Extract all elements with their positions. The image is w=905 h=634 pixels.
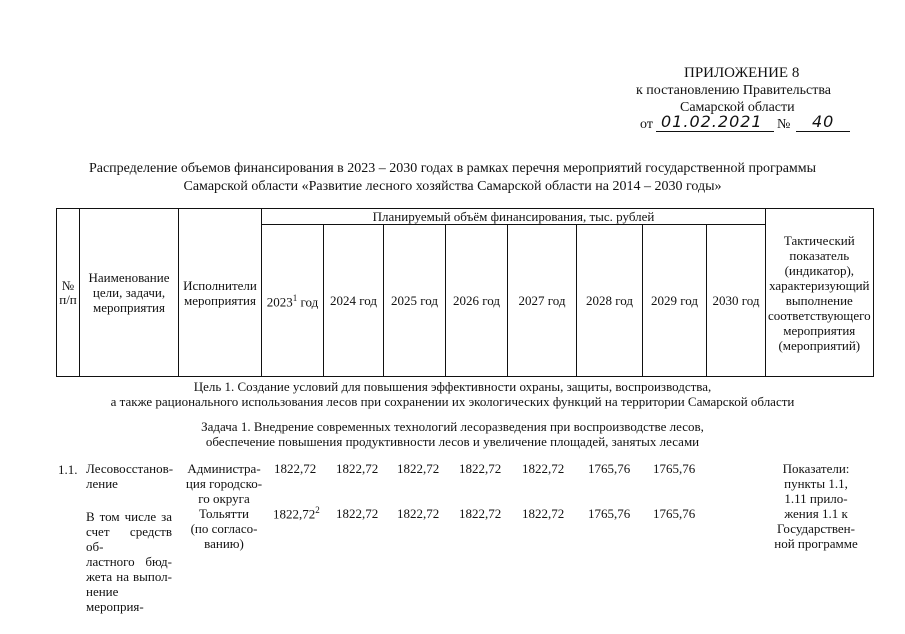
- value-2029: 1765,76: [653, 461, 696, 476]
- col-executors-header: Исполнители мероприятия: [179, 209, 262, 377]
- row-executors: Администра- ция городско- го округа Тольятти (по согласо- ванию): [185, 461, 263, 551]
- subvalue-2025: 1822,72: [397, 506, 440, 521]
- date-underline: [656, 131, 774, 132]
- appendix-date-value: 01.02.2021: [661, 112, 763, 131]
- row-indicator: Показатели: пункты 1.1, 1.11 прило- жения 1.1 к Государствен- ной программе: [774, 461, 858, 551]
- subvalue-2026: 1822,72: [459, 506, 502, 521]
- subvalue-2027: 1822,72: [522, 506, 565, 521]
- financing-table-header: [56, 208, 874, 377]
- appendix-line1: к постановлению Правительства: [636, 83, 832, 98]
- subvalue-2024: 1822,72: [336, 506, 379, 521]
- col-2030-header: 2030 год: [707, 225, 766, 377]
- number-underline: [796, 131, 850, 132]
- col-num-header: № п/п: [57, 209, 80, 377]
- col-indicator-header: Тактический показатель (индикатор), характеризующий выполнение соответствующего мероприятия (мероприятий): [766, 209, 874, 377]
- row-number: 1.1.: [58, 462, 78, 477]
- col-2024-header: 2024 год: [324, 225, 384, 377]
- subvalue-2028: 1765,76: [588, 506, 631, 521]
- subvalue-2023: 1822,72$^2$: [273, 505, 320, 522]
- subvalue-2029: 1765,76: [653, 506, 696, 521]
- doc-title-line1: Распределение объемов финансирования в 2023 – 2030 годах в рамках перечня мероприятий государственной программы: [88, 161, 817, 176]
- value-2026: 1822,72: [459, 461, 502, 476]
- subrow-name: В том числе за счет средств об- ластного бюд- жета на выпол- нение мероприя-: [86, 509, 172, 614]
- col-2028-header: 2028 год: [577, 225, 643, 377]
- appendix-title: ПРИЛОЖЕНИЕ 8: [684, 65, 800, 81]
- doc-title-line2: Самарской области «Развитие лесного хозяйства Самарской области на 2014 – 2030 годы»: [183, 179, 722, 194]
- value-2023: 1822,72: [274, 461, 317, 476]
- appendix-number-prefix: №: [777, 117, 791, 132]
- value-2027: 1822,72: [522, 461, 565, 476]
- col-2027-header: 2027 год: [508, 225, 577, 377]
- col-name-header: Наименование цели, задачи, мероприятия: [80, 209, 179, 377]
- col-2026-header: 2026 год: [446, 225, 508, 377]
- goal-line1: Цель 1. Создание условий для повышения эффективности охраны, защиты, воспроизводства,: [193, 379, 712, 394]
- appendix-number-value: 40: [812, 112, 835, 131]
- row-name: Лесовосстанов- ление: [86, 461, 174, 491]
- task-line2: обеспечение повышения продуктивности лесов и увеличение площадей, занятых лесами: [205, 434, 700, 449]
- goal-line2: а также рационального использования лесов при сохранении их экологических функций на территории Самарской области: [110, 394, 795, 409]
- col-planned-header: Планируемый объём финансирования, тыс. рублей: [262, 209, 766, 225]
- value-2024: 1822,72: [336, 461, 379, 476]
- appendix-date-prefix: от: [640, 117, 653, 132]
- col-2025-header: 2025 год: [384, 225, 446, 377]
- appendix-line2: Самарской области: [680, 100, 795, 115]
- value-2028: 1765,76: [588, 461, 631, 476]
- value-2025: 1822,72: [397, 461, 440, 476]
- task-line1: Задача 1. Внедрение современных технологий лесоразведения при воспроизводстве лесов,: [201, 419, 704, 434]
- col-2023-header: 2023$^1$ год: [262, 225, 324, 377]
- col-2029-header: 2029 год: [643, 225, 707, 377]
